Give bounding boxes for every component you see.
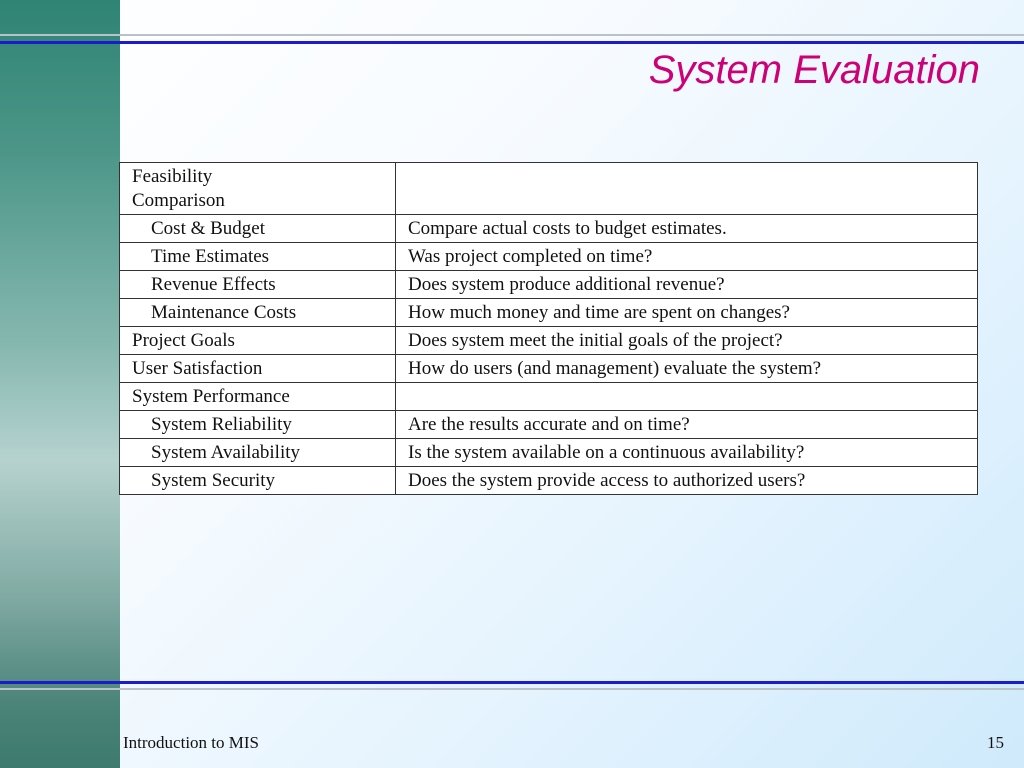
question-cell: Does system produce additional revenue? <box>396 271 978 299</box>
criterion-cell: Revenue Effects <box>120 271 396 299</box>
evaluation-table-body <box>120 163 978 495</box>
slide-number: 15 <box>987 733 1004 752</box>
top-grey-rule <box>0 34 1024 36</box>
table-row <box>120 467 978 495</box>
question-cell <box>396 383 978 411</box>
footer-course-title: Introduction to MIS <box>123 733 259 752</box>
criterion-cell: System Reliability <box>120 411 396 439</box>
question-cell: How do users (and management) evaluate the system? <box>396 355 978 383</box>
table-row <box>120 411 978 439</box>
criterion-cell: System Availability <box>120 439 396 467</box>
top-blue-rule <box>0 41 1024 44</box>
criterion-cell: Maintenance Costs <box>120 299 396 327</box>
criterion-cell: Time Estimates <box>120 243 396 271</box>
bottom-grey-rule <box>0 688 1024 690</box>
table-row <box>120 215 978 243</box>
table-row <box>120 299 978 327</box>
question-cell: Is the system available on a continuous availability? <box>396 439 978 467</box>
table-row <box>120 163 978 215</box>
side-decoration-band <box>0 0 120 768</box>
question-cell: Does the system provide access to authorized users? <box>396 467 978 495</box>
question-cell: How much money and time are spent on changes? <box>396 299 978 327</box>
question-cell: Are the results accurate and on time? <box>396 411 978 439</box>
bottom-blue-rule <box>0 681 1024 684</box>
question-cell: Compare actual costs to budget estimates. <box>396 215 978 243</box>
criterion-cell: Feasibility Comparison <box>120 163 396 215</box>
table-row <box>120 355 978 383</box>
criterion-cell: Cost & Budget <box>120 215 396 243</box>
criterion-cell: Project Goals <box>120 327 396 355</box>
slide-title: System Evaluation <box>648 48 980 92</box>
question-cell: Does system meet the initial goals of the project? <box>396 327 978 355</box>
criterion-cell: User Satisfaction <box>120 355 396 383</box>
criterion-cell: System Security <box>120 467 396 495</box>
evaluation-table <box>119 162 978 495</box>
table-row <box>120 271 978 299</box>
question-cell <box>396 163 978 215</box>
table-row <box>120 439 978 467</box>
criterion-cell: System Performance <box>120 383 396 411</box>
question-cell: Was project completed on time? <box>396 243 978 271</box>
table-row <box>120 243 978 271</box>
table-row <box>120 327 978 355</box>
table-row <box>120 383 978 411</box>
